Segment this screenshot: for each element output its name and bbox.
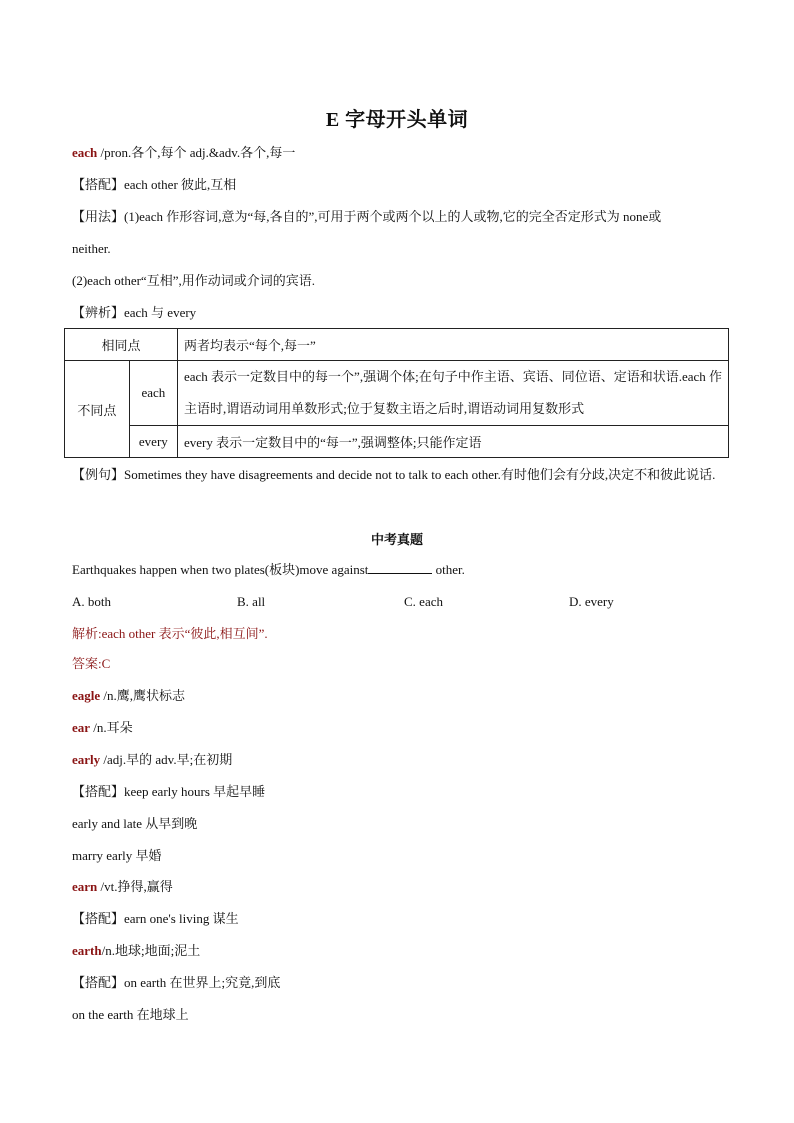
definition: /pron.各个,每个 adj.&adv.各个,每一 <box>97 145 296 160</box>
answer-blank <box>368 561 432 574</box>
exam-heading: 中考真题 <box>370 532 423 547</box>
table-row <box>65 329 729 361</box>
analysis: 解析:each other 表示“彼此,相互间”. <box>72 626 268 641</box>
collocation: 【搭配】earn one's living 谋生 <box>72 911 239 926</box>
question-text: other. <box>432 562 465 577</box>
entry-earth <box>72 942 200 960</box>
entry-earn <box>72 878 173 896</box>
option-a: A. both <box>72 594 111 609</box>
definition: /n.鹰,鹰状标志 <box>100 688 186 703</box>
definition: /vt.挣得,赢得 <box>97 879 173 894</box>
comparison-table <box>64 328 729 458</box>
table-cell: every 表示一定数目中的“每一”,强调整体;只能作定语 <box>178 426 729 458</box>
headword: earn <box>72 879 98 894</box>
table-row <box>65 361 729 426</box>
headword: early <box>72 752 101 767</box>
table-cell: each <box>129 361 177 426</box>
table-cell: each 表示一定数目中的每一个”,强调个体;在句子中作主语、宾语、同位语、定语和状语.each 作主语时,谓语动词用单数形式;位于复数主语之后时,谓语动词用复数形式 <box>178 361 729 426</box>
entry-each <box>72 144 295 162</box>
table-cell: 相同点 <box>65 329 178 361</box>
option-d: D. every <box>569 594 614 609</box>
collocation: 【搭配】keep early hours 早起早睡 <box>72 784 266 799</box>
headword: ear <box>72 720 91 735</box>
definition: /n.地球;地面;泥土 <box>101 943 201 958</box>
table-cell: 两者均表示“每个,每一” <box>178 329 729 361</box>
collocation: on the earth 在地球上 <box>72 1007 189 1022</box>
option-b: B. all <box>237 594 266 609</box>
collocation: 【搭配】each other 彼此,互相 <box>72 177 237 192</box>
usage-line: (2)each other“互相”,用作动词或介词的宾语. <box>72 273 315 288</box>
option-c: C. each <box>404 594 443 609</box>
entry-eagle <box>72 687 185 705</box>
table-row <box>65 426 729 458</box>
collocation: marry early 早婚 <box>72 848 162 863</box>
answer: 答案:C <box>72 656 111 671</box>
usage-line: neither. <box>72 241 111 256</box>
table-cell: 不同点 <box>65 361 130 458</box>
collocation: 【搭配】on earth 在世界上;究竟,到底 <box>72 975 281 990</box>
exam-question <box>72 561 465 579</box>
question-text: Earthquakes happen when two plates(板块)move against <box>72 562 369 577</box>
entry-ear <box>72 719 133 737</box>
table-cell: every <box>129 426 177 458</box>
distinguish-heading: 【辨析】each 与 every <box>72 305 197 320</box>
definition: /n.耳朵 <box>90 720 133 735</box>
example-sentence: 【例句】Sometimes they have disagreements and decide not to talk to each other.有时他们会有分歧,决定不和彼此说话. <box>72 467 716 482</box>
headword: each <box>72 145 98 160</box>
collocation: early and late 从早到晚 <box>72 816 198 831</box>
definition: /adj.早的 adv.早;在初期 <box>100 752 233 767</box>
headword: eagle <box>72 688 101 703</box>
entry-early <box>72 751 232 769</box>
page-title: E 字母开头单词 <box>325 109 469 131</box>
usage-line: 【用法】(1)each 作形容词,意为“每,各自的”,可用于两个或两个以上的人或物,它的完全否定形式为 none或 <box>72 209 662 224</box>
headword: earth <box>72 943 102 958</box>
